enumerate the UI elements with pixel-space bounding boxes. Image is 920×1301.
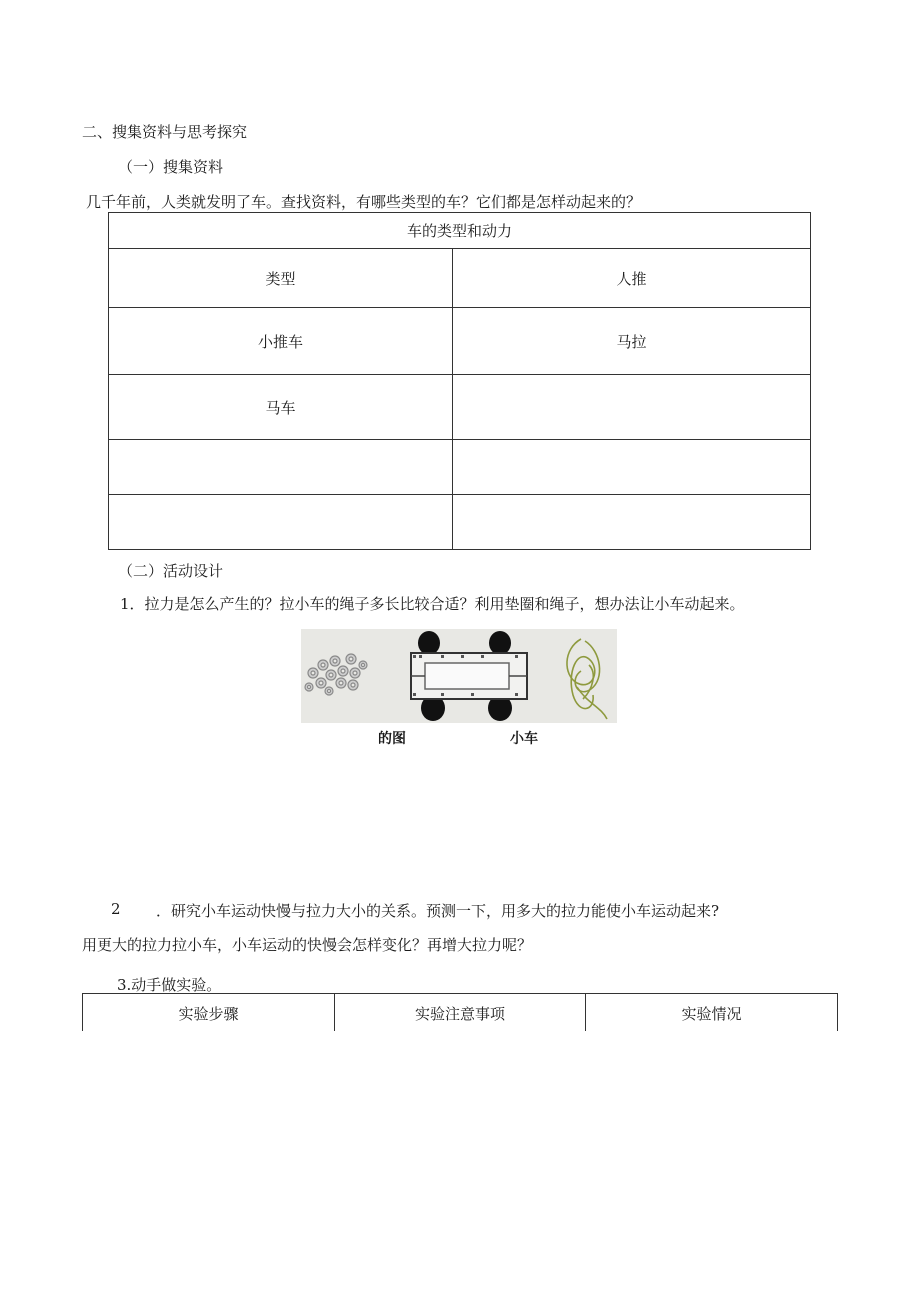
table-cell: [453, 440, 811, 495]
subheading-collect: （一）搜集资料: [118, 158, 224, 176]
washers-car-rope-photo: [301, 629, 617, 723]
experiment-table: [82, 993, 838, 1031]
table-cell: 马拉: [453, 308, 811, 375]
table-cell: 人推: [453, 249, 811, 308]
header-notes: 实验注意事项: [335, 994, 586, 1032]
caption-car: 小车: [510, 731, 538, 747]
activity-item-2-number: 2: [111, 900, 121, 918]
table-cell: [109, 440, 453, 495]
section-heading: 二、搜集资料与思考探究: [82, 123, 248, 141]
caption-figure: 的图: [378, 731, 406, 747]
table-cell: 类型: [109, 249, 453, 308]
table-header-row: [83, 994, 838, 1032]
header-results: 实验情况: [586, 994, 838, 1032]
table-title: 车的类型和动力: [109, 213, 811, 249]
table-row: [109, 375, 811, 440]
question-text: 几千年前，人类就发明了车。查找资料，有哪些类型的车？它们都是怎样动起来的？: [86, 193, 642, 211]
table-row: [109, 249, 811, 308]
table-cell: [109, 495, 453, 550]
activity-item-2-line2: 用更大的拉力拉小车，小车运动的快慢会怎样变化？再增大拉力呢？: [82, 936, 533, 954]
car-types-table: [108, 212, 811, 550]
table-row: [109, 440, 811, 495]
table-row: [109, 495, 811, 550]
table-cell: [453, 375, 811, 440]
activity-item-2-line1: ．研究小车运动快慢与拉力大小的关系。预测一下，用多大的拉力能使小车运动起来?: [156, 902, 720, 920]
activity-item-1: 1．拉力是怎么产生的？拉小车的绳子多长比较合适？利用垫圈和绳子，想办法让小车动起来。: [120, 595, 745, 613]
photo-illustration: [301, 629, 617, 723]
table-cell: 马车: [109, 375, 453, 440]
activity-item-3: 3.动手做实验。: [117, 976, 222, 994]
table-cell: 小推车: [109, 308, 453, 375]
subheading-activity: （二）活动设计: [118, 562, 224, 580]
header-steps: 实验步骤: [83, 994, 335, 1032]
table-cell: [453, 495, 811, 550]
table-row: [109, 308, 811, 375]
